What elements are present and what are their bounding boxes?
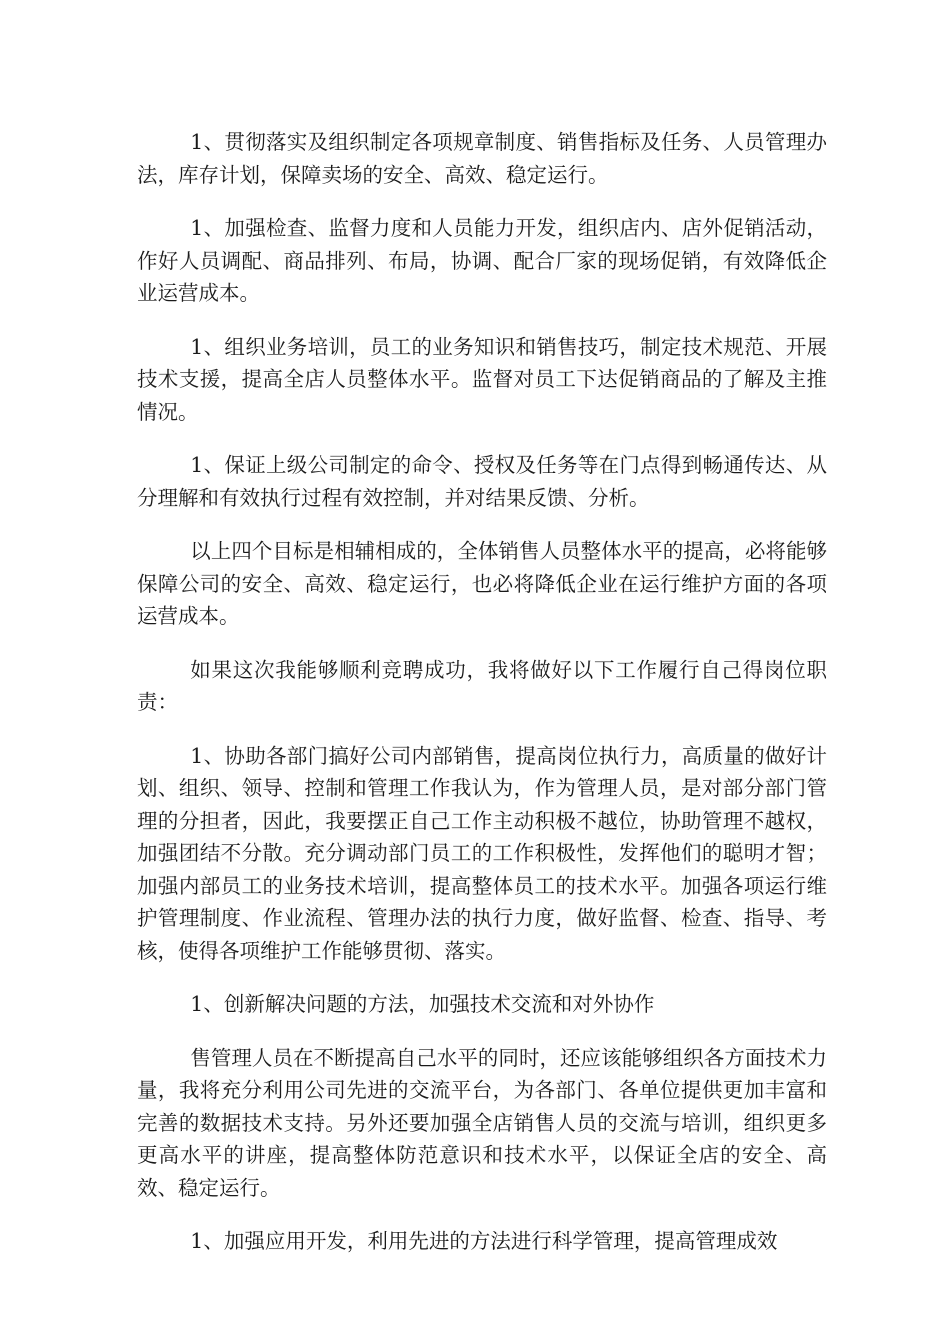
paragraph-2: 1、加强检查、监督力度和人员能力开发，组织店内、店外促销活动，作好人员调配、商品排列、布局，协调、配合厂家的现场促销，有效降低企业运营成本。 (137, 216, 827, 305)
paragraph-6: 如果这次我能够顺利竞聘成功，我将做好以下工作履行自己得岗位职责： (137, 657, 827, 714)
paragraph-1: 1、贯彻落实及组织制定各项规章制度、销售指标及任务、人员管理办法，库存计划，保障卖场的安全、高效、稳定运行。 (137, 130, 827, 187)
paragraph-4: 1、保证上级公司制定的命令、授权及任务等在门点得到畅通传达、从分理解和有效执行过程有效控制，并对结果反馈、分析。 (137, 453, 827, 510)
paragraph-8: 1、创新解决问题的方法，加强技术交流和对外协作 (190, 992, 655, 1016)
document-body (137, 126, 827, 1279)
paragraph-10: 1、加强应用开发，利用先进的方法进行科学管理，提高管理成效 (190, 1229, 778, 1253)
paragraph-9: 售管理人员在不断提高自己水平的同时，还应该能够组织各方面技术力量，我将充分利用公司先进的交流平台，为各部门、各单位提供更加丰富和完善的数据技术支持。另外还要加强全店销售人员的交流与培训，组织更多更高水平的讲座，提高整体防范意识和技术水平，以保证全店的安全、高效、稳定运行。 (137, 1045, 827, 1200)
paragraph-7: 1、协助各部门搞好公司内部销售，提高岗位执行力，高质量的做好计划、组织、领导、控制和管理工作我认为，作为管理人员，是对部分部门管理的分担者，因此，我要摆正自己工作主动积极不越位，协助管理不越权，加强团结不分散。充分调动部门员工的工作积极性，发挥他们的聪明才智；加强内部员工的业务技术培训，提高整体员工的技术水平。加强各项运行维护管理制度、作业流程、管理办法的执行力度，做好监督、检查、指导、考核，使得各项维护工作能够贯彻、落实。 (137, 743, 827, 963)
paragraph-3: 1、组织业务培训，员工的业务知识和销售技巧，制定技术规范、开展技术支援，提高全店人员整体水平。监督对员工下达促销商品的了解及主推情况。 (137, 334, 827, 424)
paragraph-5: 以上四个目标是相辅相成的，全体销售人员整体水平的提高，必将能够保障公司的安全、高效、稳定运行，也必将降低企业在运行维护方面的各项运营成本。 (137, 539, 827, 628)
